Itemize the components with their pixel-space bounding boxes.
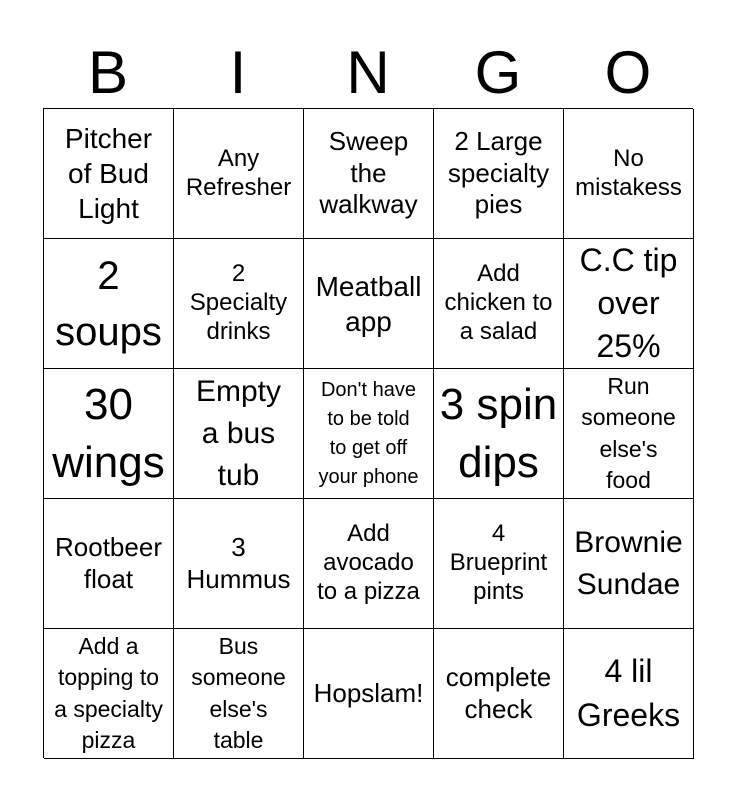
bingo-cell[interactable]: Any Refresher xyxy=(174,109,304,239)
bingo-cell[interactable]: Add avocado to a pizza xyxy=(304,499,434,629)
bingo-cell[interactable]: complete check xyxy=(434,629,564,759)
bingo-cell[interactable]: 2 Specialty drinks xyxy=(174,239,304,369)
header-letter-b: B xyxy=(87,39,129,106)
bingo-cell[interactable]: Sweep the walkway xyxy=(304,109,434,239)
bingo-cell[interactable]: 2 soups xyxy=(44,239,174,369)
header-letter-o: O xyxy=(604,39,652,106)
bingo-cell[interactable]: 4 lil Greeks xyxy=(564,629,694,759)
bingo-cell[interactable]: 3 Hummus xyxy=(174,499,304,629)
bingo-cell[interactable]: No mistakess xyxy=(564,109,694,239)
bingo-header xyxy=(43,38,693,108)
bingo-cell[interactable]: Rootbeer float xyxy=(44,499,174,629)
bingo-cell[interactable]: C.C tip over 25% xyxy=(564,239,694,369)
bingo-cell[interactable]: Pitcher of Bud Light xyxy=(44,109,174,239)
header-letter-n: N xyxy=(346,39,390,106)
bingo-cell[interactable]: Don't have to be told to get off your phone xyxy=(304,369,434,499)
bingo-cell[interactable]: Empty a bus tub xyxy=(174,369,304,499)
bingo-cell[interactable]: 2 Large specialty pies xyxy=(434,109,564,239)
bingo-cell[interactable]: Bus someone else's table xyxy=(174,629,304,759)
bingo-cell[interactable]: Run someone else's food xyxy=(564,369,694,499)
bingo-cell[interactable]: Add chicken to a salad xyxy=(434,239,564,369)
bingo-cell[interactable]: Meatball app xyxy=(304,239,434,369)
bingo-cell[interactable]: 30 wings xyxy=(44,369,174,499)
bingo-cell[interactable]: Brownie Sundae xyxy=(564,499,694,629)
bingo-cell[interactable]: 3 spin dips xyxy=(434,369,564,499)
bingo-cell[interactable]: 4 Brueprint pints xyxy=(434,499,564,629)
header-letter-i: I xyxy=(229,39,247,106)
header-letter-g: G xyxy=(474,39,522,106)
bingo-cell[interactable]: Add a topping to a specialty pizza xyxy=(44,629,174,759)
bingo-cell[interactable]: Hopslam! xyxy=(304,629,434,759)
bingo-board xyxy=(43,108,693,758)
